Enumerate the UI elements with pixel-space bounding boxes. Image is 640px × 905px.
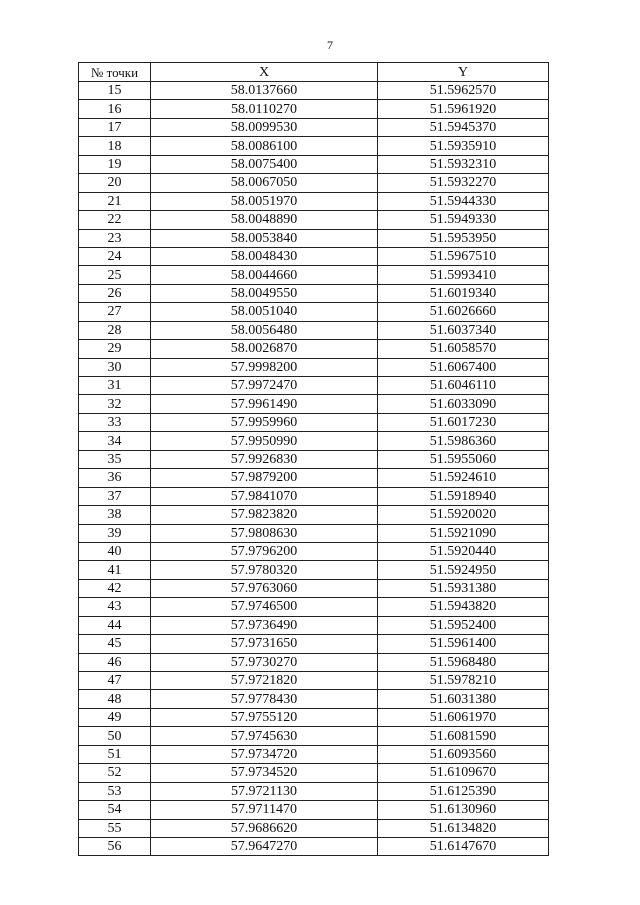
cell-point-number: 36 [79, 469, 151, 487]
cell-point-number: 20 [79, 174, 151, 192]
cell-x: 57.9808630 [151, 524, 378, 542]
table-row [79, 247, 549, 265]
cell-point-number: 26 [79, 284, 151, 302]
cell-y: 51.5978210 [378, 672, 549, 690]
cell-y: 51.5931380 [378, 579, 549, 597]
table-row [79, 284, 549, 302]
cell-x: 58.0075400 [151, 155, 378, 173]
cell-y: 51.5921090 [378, 524, 549, 542]
cell-x: 57.9879200 [151, 469, 378, 487]
cell-x: 57.9730270 [151, 653, 378, 671]
cell-point-number: 44 [79, 616, 151, 634]
cell-point-number: 28 [79, 321, 151, 339]
header-x: X [151, 63, 378, 82]
cell-point-number: 46 [79, 653, 151, 671]
table-row [79, 266, 549, 284]
cell-point-number: 53 [79, 782, 151, 800]
table-row [79, 229, 549, 247]
table-row [79, 579, 549, 597]
table-row [79, 377, 549, 395]
cell-x: 57.9926830 [151, 450, 378, 468]
cell-point-number: 16 [79, 100, 151, 118]
cell-point-number: 52 [79, 764, 151, 782]
table-row [79, 727, 549, 745]
table-row [79, 155, 549, 173]
header-row [79, 63, 549, 82]
cell-point-number: 56 [79, 837, 151, 855]
table-row [79, 653, 549, 671]
cell-point-number: 38 [79, 506, 151, 524]
cell-point-number: 33 [79, 413, 151, 431]
cell-y: 51.5986360 [378, 432, 549, 450]
cell-y: 51.5945370 [378, 118, 549, 136]
cell-point-number: 50 [79, 727, 151, 745]
cell-point-number: 15 [79, 82, 151, 100]
cell-y: 51.6033090 [378, 395, 549, 413]
table-row [79, 506, 549, 524]
cell-y: 51.5952400 [378, 616, 549, 634]
table-body [79, 82, 549, 856]
cell-x: 57.9780320 [151, 561, 378, 579]
cell-y: 51.6019340 [378, 284, 549, 302]
cell-point-number: 35 [79, 450, 151, 468]
cell-point-number: 51 [79, 745, 151, 763]
cell-x: 58.0099530 [151, 118, 378, 136]
table-row [79, 413, 549, 431]
cell-x: 57.9959960 [151, 413, 378, 431]
cell-y: 51.6093560 [378, 745, 549, 763]
cell-x: 57.9731650 [151, 635, 378, 653]
cell-x: 57.9972470 [151, 377, 378, 395]
table-row [79, 450, 549, 468]
table-row [79, 524, 549, 542]
cell-x: 57.9755120 [151, 708, 378, 726]
table-row [79, 819, 549, 837]
cell-y: 51.5961920 [378, 100, 549, 118]
cell-y: 51.6147670 [378, 837, 549, 855]
cell-point-number: 49 [79, 708, 151, 726]
cell-x: 57.9647270 [151, 837, 378, 855]
cell-y: 51.5932310 [378, 155, 549, 173]
cell-y: 51.5924610 [378, 469, 549, 487]
cell-y: 51.5920020 [378, 506, 549, 524]
cell-x: 57.9841070 [151, 487, 378, 505]
cell-y: 51.6037340 [378, 321, 549, 339]
cell-y: 51.5943820 [378, 598, 549, 616]
table-row [79, 635, 549, 653]
cell-point-number: 41 [79, 561, 151, 579]
cell-x: 57.9686620 [151, 819, 378, 837]
coordinates-table [78, 62, 549, 856]
table-row [79, 837, 549, 855]
cell-y: 51.5993410 [378, 266, 549, 284]
cell-x: 57.9746500 [151, 598, 378, 616]
cell-y: 51.5962570 [378, 82, 549, 100]
table-row [79, 469, 549, 487]
cell-y: 51.6017230 [378, 413, 549, 431]
cell-y: 51.6125390 [378, 782, 549, 800]
cell-x: 57.9721130 [151, 782, 378, 800]
table-row [79, 764, 549, 782]
cell-point-number: 27 [79, 303, 151, 321]
table-row [79, 211, 549, 229]
cell-x: 57.9721820 [151, 672, 378, 690]
table-row [79, 82, 549, 100]
cell-point-number: 40 [79, 542, 151, 560]
cell-x: 58.0049550 [151, 284, 378, 302]
cell-point-number: 30 [79, 358, 151, 376]
table-row [79, 137, 549, 155]
cell-point-number: 25 [79, 266, 151, 284]
cell-point-number: 54 [79, 801, 151, 819]
cell-point-number: 23 [79, 229, 151, 247]
cell-y: 51.6046110 [378, 377, 549, 395]
header-point-number: № точки [79, 63, 151, 82]
cell-y: 51.6061970 [378, 708, 549, 726]
cell-y: 51.5935910 [378, 137, 549, 155]
cell-y: 51.6031380 [378, 690, 549, 708]
table-row [79, 100, 549, 118]
table-row [79, 174, 549, 192]
cell-y: 51.6067400 [378, 358, 549, 376]
table-header [79, 63, 549, 82]
cell-x: 58.0048430 [151, 247, 378, 265]
cell-y: 51.5949330 [378, 211, 549, 229]
table-row [79, 321, 549, 339]
table-row [79, 690, 549, 708]
table-row [79, 616, 549, 634]
table-row [79, 118, 549, 136]
table-row [79, 561, 549, 579]
table-row [79, 672, 549, 690]
cell-y: 51.5953950 [378, 229, 549, 247]
cell-y: 51.6058570 [378, 340, 549, 358]
cell-x: 57.9961490 [151, 395, 378, 413]
cell-x: 58.0026870 [151, 340, 378, 358]
table-row [79, 542, 549, 560]
header-y: Y [378, 63, 549, 82]
cell-y: 51.5944330 [378, 192, 549, 210]
cell-point-number: 45 [79, 635, 151, 653]
cell-x: 57.9734720 [151, 745, 378, 763]
table-row [79, 487, 549, 505]
cell-x: 57.9950990 [151, 432, 378, 450]
table-row [79, 801, 549, 819]
cell-y: 51.5924950 [378, 561, 549, 579]
cell-x: 58.0044660 [151, 266, 378, 284]
cell-y: 51.6109670 [378, 764, 549, 782]
cell-x: 58.0137660 [151, 82, 378, 100]
cell-x: 58.0086100 [151, 137, 378, 155]
table-row [79, 395, 549, 413]
cell-point-number: 43 [79, 598, 151, 616]
cell-point-number: 39 [79, 524, 151, 542]
cell-y: 51.5961400 [378, 635, 549, 653]
cell-point-number: 32 [79, 395, 151, 413]
cell-point-number: 29 [79, 340, 151, 358]
cell-x: 57.9711470 [151, 801, 378, 819]
cell-point-number: 42 [79, 579, 151, 597]
cell-x: 58.0048890 [151, 211, 378, 229]
cell-y: 51.6026660 [378, 303, 549, 321]
cell-y: 51.5968480 [378, 653, 549, 671]
cell-point-number: 24 [79, 247, 151, 265]
cell-x: 58.0110270 [151, 100, 378, 118]
cell-y: 51.5932270 [378, 174, 549, 192]
table-row [79, 192, 549, 210]
table-row [79, 782, 549, 800]
table-row [79, 358, 549, 376]
cell-x: 57.9734520 [151, 764, 378, 782]
cell-x: 57.9796200 [151, 542, 378, 560]
cell-point-number: 21 [79, 192, 151, 210]
cell-x: 57.9736490 [151, 616, 378, 634]
cell-point-number: 37 [79, 487, 151, 505]
cell-point-number: 31 [79, 377, 151, 395]
cell-x: 57.9745630 [151, 727, 378, 745]
cell-point-number: 34 [79, 432, 151, 450]
cell-y: 51.6130960 [378, 801, 549, 819]
table-row [79, 432, 549, 450]
cell-y: 51.5920440 [378, 542, 549, 560]
cell-x: 58.0067050 [151, 174, 378, 192]
cell-x: 58.0053840 [151, 229, 378, 247]
table-row [79, 745, 549, 763]
cell-point-number: 17 [79, 118, 151, 136]
table-row [79, 708, 549, 726]
cell-x: 57.9763060 [151, 579, 378, 597]
cell-x: 57.9998200 [151, 358, 378, 376]
cell-x: 57.9823820 [151, 506, 378, 524]
cell-y: 51.5918940 [378, 487, 549, 505]
cell-point-number: 18 [79, 137, 151, 155]
cell-point-number: 22 [79, 211, 151, 229]
cell-point-number: 19 [79, 155, 151, 173]
page-number: 7 [327, 38, 333, 52]
table-row [79, 598, 549, 616]
cell-x: 57.9778430 [151, 690, 378, 708]
cell-point-number: 48 [79, 690, 151, 708]
cell-y: 51.5955060 [378, 450, 549, 468]
cell-x: 58.0051970 [151, 192, 378, 210]
table-row [79, 340, 549, 358]
table-row [79, 303, 549, 321]
cell-y: 51.6134820 [378, 819, 549, 837]
cell-point-number: 55 [79, 819, 151, 837]
cell-y: 51.5967510 [378, 247, 549, 265]
cell-y: 51.6081590 [378, 727, 549, 745]
cell-x: 58.0056480 [151, 321, 378, 339]
cell-point-number: 47 [79, 672, 151, 690]
cell-x: 58.0051040 [151, 303, 378, 321]
